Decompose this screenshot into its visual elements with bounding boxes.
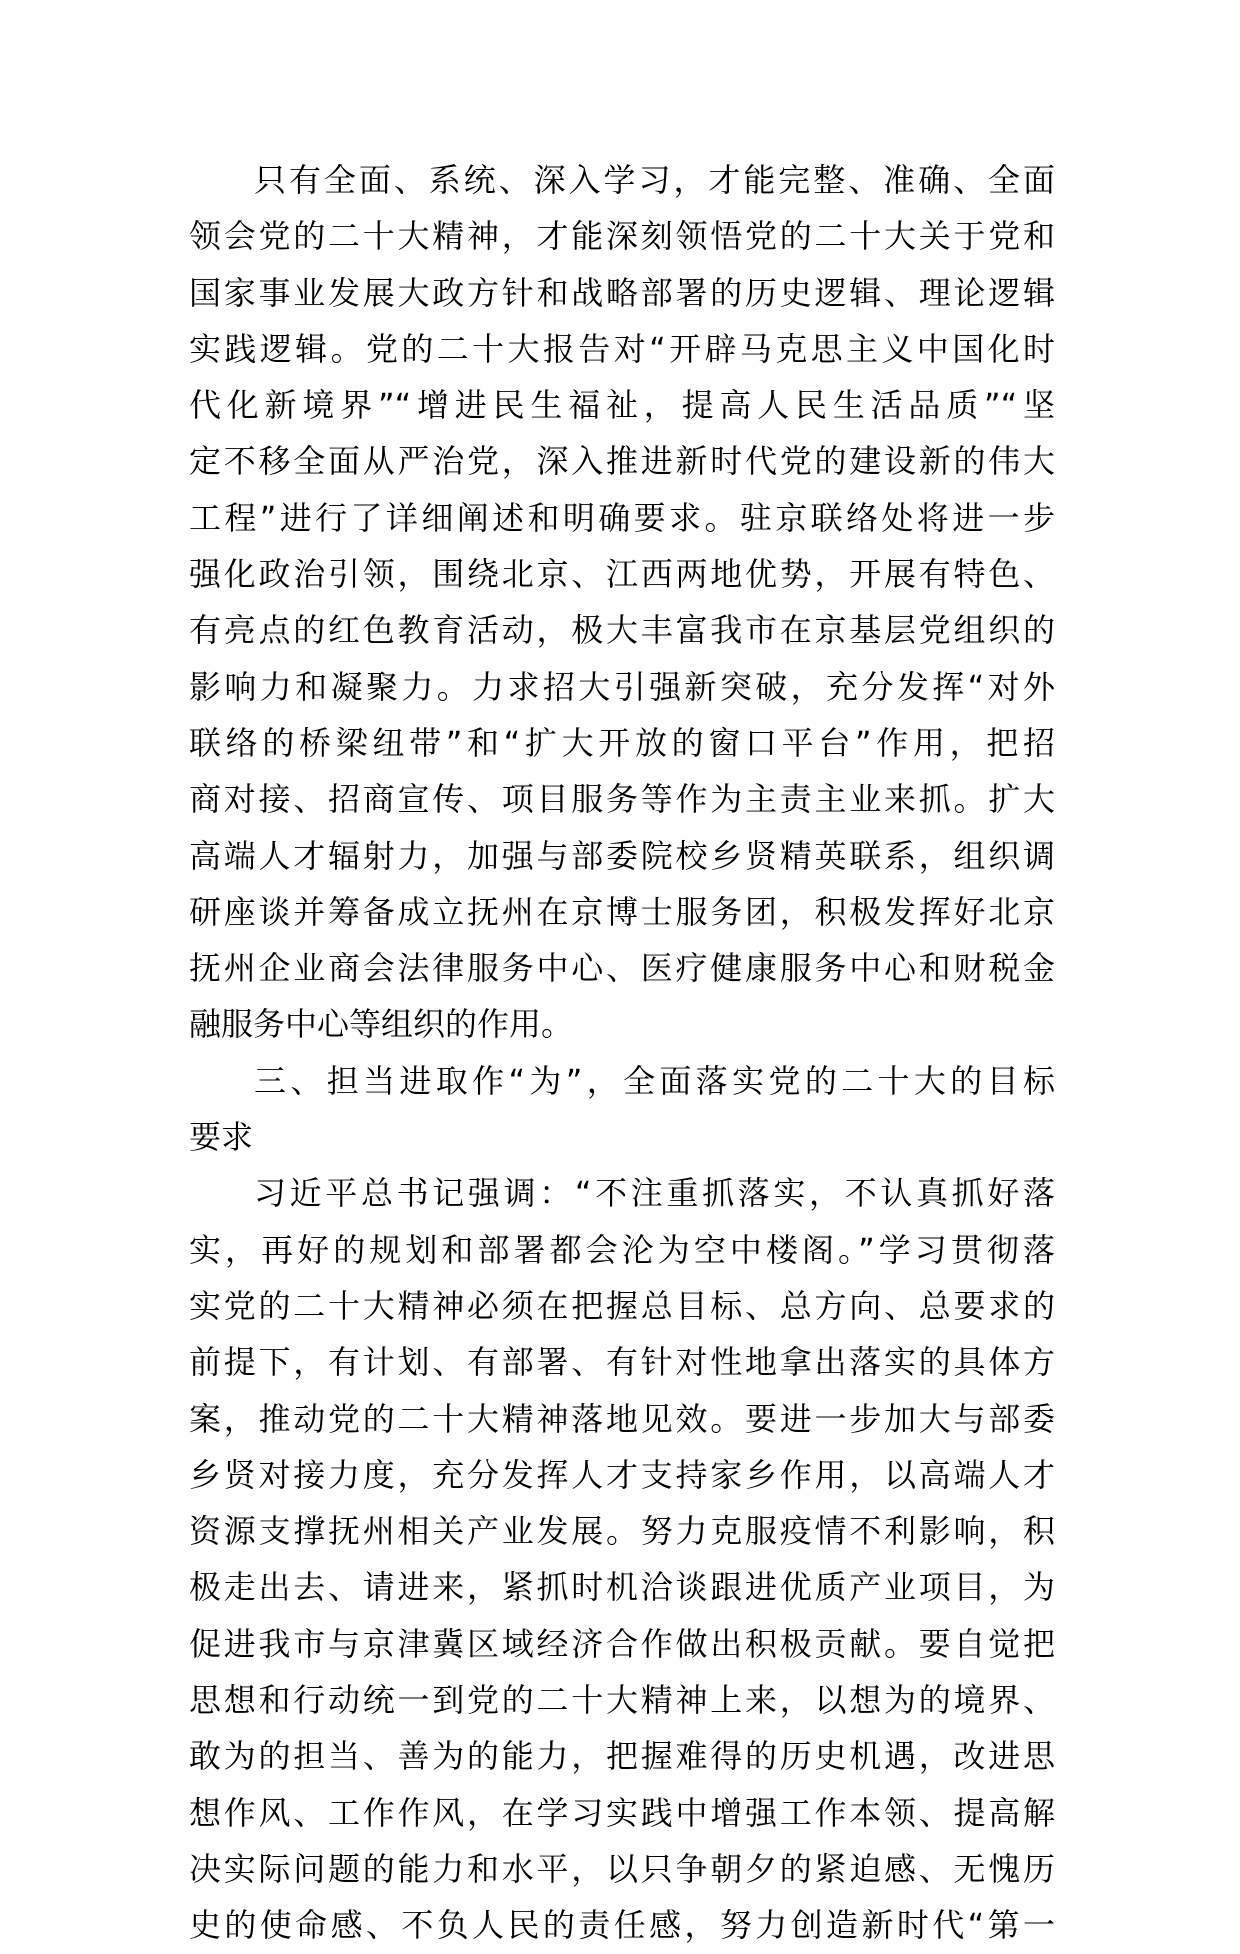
text-line: 研座谈并筹备成立抚州在京博士服务团，积极发挥好北京 (189, 892, 1055, 931)
text-line: 乡贤对接力度，充分发挥人才支持家乡作用，以高端人才 (189, 1455, 1055, 1494)
text-line: 定不移全面从严治党，深入推进新时代党的建设新的伟大 (189, 442, 1055, 481)
text-line: 案，推动党的二十大精神落地见效。要进一步加大与部委 (189, 1399, 1055, 1438)
text-line: 促进我市与京津冀区域经济合作做出积极贡献。要自觉把 (189, 1624, 1055, 1663)
text-line: 思想和行动统一到党的二十大精神上来，以想为的境界、 (189, 1681, 1055, 1720)
text-line: 只有全面、系统、深入学习，才能完整、准确、全面 (254, 161, 1055, 199)
heading-line: 三、担当进取作“为”，全面落实党的二十大的目标 (254, 1061, 1055, 1100)
text-line: 国家事业发展大政方针和战略部署的历史逻辑、理论逻辑 (189, 273, 1055, 312)
text-line: 实践逻辑。党的二十大报告对“开辟马克思主义中国化时 (189, 329, 1055, 368)
text-line: 敢为的担当、善为的能力，把握难得的历史机遇，改进思 (189, 1737, 1055, 1776)
text-line: 影响力和凝聚力。力求招大引强新突破，充分发挥“对外 (189, 667, 1055, 706)
text-line: 史的使命感、不负人民的责任感，努力创造新时代“第一 (189, 1906, 1055, 1945)
text-line: 资源支撑抚州相关产业发展。努力克服疫情不利影响，积 (189, 1512, 1055, 1551)
heading-line: 要求 (189, 1118, 254, 1157)
text-line: 工程”进行了详细阐述和明确要求。驻京联络处将进一步 (189, 498, 1055, 537)
text-line: 决实际问题的能力和水平，以只争朝夕的紧迫感、无愧历 (189, 1849, 1055, 1888)
text-line: 联络的桥梁纽带”和“扩大开放的窗口平台”作用，把招 (189, 723, 1055, 762)
document-body (189, 152, 1055, 1954)
text-line: 领会党的二十大精神，才能深刻领悟党的二十大关于党和 (189, 217, 1055, 256)
text-line: 前提下，有计划、有部署、有针对性地拿出落实的具体方 (189, 1343, 1055, 1382)
text-line: 商对接、招商宣传、项目服务等作为主责主业来抓。扩大 (189, 780, 1055, 819)
text-line: 代化新境界”“增进民生福祉，提高人民生活品质”“坚 (189, 386, 1055, 425)
text-line: 高端人才辐射力，加强与部委院校乡贤精英联系，组织调 (189, 836, 1055, 875)
text-line: 有亮点的红色教育活动，极大丰富我市在京基层党组织的 (189, 611, 1055, 650)
text-line: 融服务中心等组织的作用。 (189, 1005, 574, 1044)
text-line: 习近平总书记强调：“不注重抓落实，不认真抓好落 (254, 1174, 1055, 1213)
text-line: 强化政治引领，围绕北京、江西两地优势，开展有特色、 (189, 555, 1055, 594)
text-line: 实，再好的规划和部署都会沦为空中楼阁。”学习贯彻落 (189, 1230, 1055, 1269)
text-line: 想作风、工作作风，在学习实践中增强工作本领、提高解 (189, 1793, 1055, 1832)
paragraph-1 (189, 152, 1055, 1053)
text-line: 抚州企业商会法律服务中心、医疗健康服务中心和财税金 (189, 949, 1055, 988)
text-line: 实党的二十大精神必须在把握总目标、总方向、总要求的 (189, 1286, 1055, 1325)
section-heading-3 (189, 1053, 1055, 1166)
text-line: 极走出去、请进来，紧抓时机洽谈跟进优质产业项目，为 (189, 1568, 1055, 1607)
paragraph-2 (189, 1165, 1055, 1953)
